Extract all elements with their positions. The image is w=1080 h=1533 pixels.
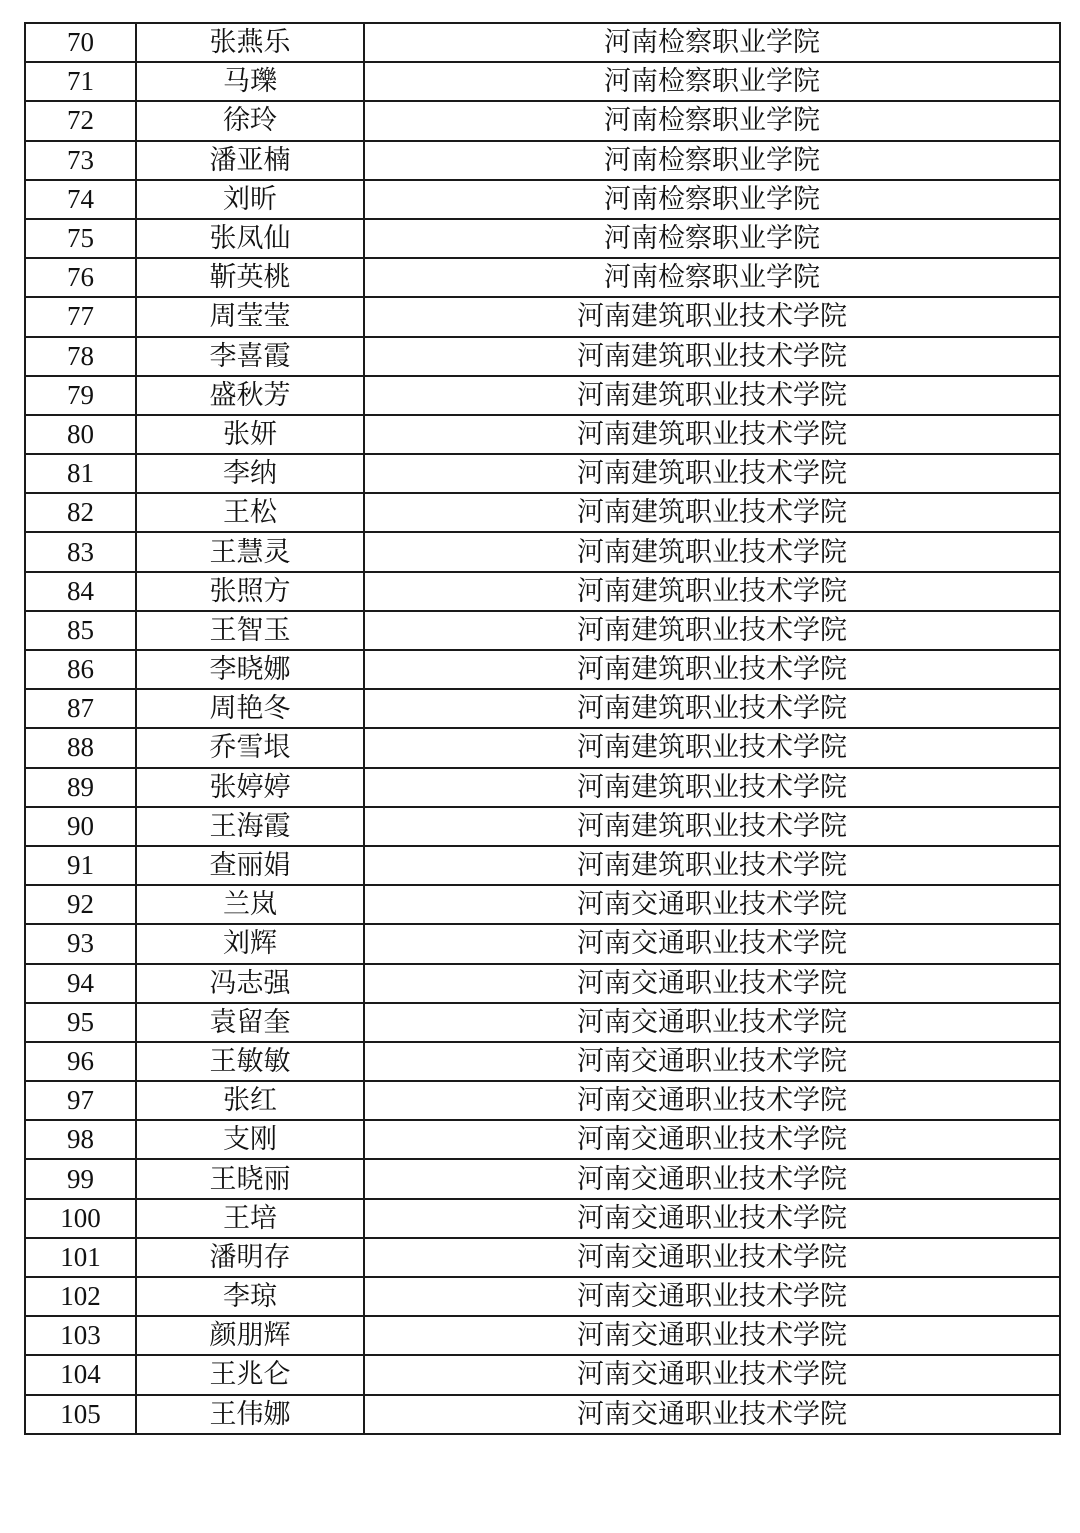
row-number: 101: [25, 1238, 136, 1277]
table-row: [25, 141, 1060, 180]
table-row: [25, 1042, 1060, 1081]
table-row: [25, 1316, 1060, 1355]
row-number: 79: [25, 376, 136, 415]
school-name: 河南交通职业技术学院: [364, 924, 1060, 963]
school-name: 河南交通职业技术学院: [364, 1081, 1060, 1120]
person-name: 王兆仑: [136, 1355, 364, 1394]
table-row: [25, 337, 1060, 376]
person-name: 周莹莹: [136, 297, 364, 336]
person-name: 马瓅: [136, 62, 364, 101]
person-name: 潘亚楠: [136, 141, 364, 180]
table-row: [25, 650, 1060, 689]
table-row: [25, 62, 1060, 101]
school-name: 河南交通职业技术学院: [364, 1395, 1060, 1434]
row-number: 81: [25, 454, 136, 493]
row-number: 93: [25, 924, 136, 963]
table-row: [25, 258, 1060, 297]
person-name: 乔雪垠: [136, 728, 364, 767]
person-name: 李纳: [136, 454, 364, 493]
table-row: [25, 689, 1060, 728]
row-number: 102: [25, 1277, 136, 1316]
table-row: [25, 415, 1060, 454]
person-name: 袁留奎: [136, 1003, 364, 1042]
table-row: [25, 1081, 1060, 1120]
school-name: 河南检察职业学院: [364, 23, 1060, 62]
table-row: [25, 180, 1060, 219]
table-row: [25, 964, 1060, 1003]
person-name: 张婷婷: [136, 768, 364, 807]
school-name: 河南检察职业学院: [364, 101, 1060, 140]
person-name: 李晓娜: [136, 650, 364, 689]
row-number: 90: [25, 807, 136, 846]
table-row: [25, 885, 1060, 924]
row-number: 87: [25, 689, 136, 728]
school-name: 河南交通职业技术学院: [364, 1159, 1060, 1198]
school-name: 河南交通职业技术学院: [364, 885, 1060, 924]
school-name: 河南建筑职业技术学院: [364, 846, 1060, 885]
school-name: 河南建筑职业技术学院: [364, 689, 1060, 728]
row-number: 105: [25, 1395, 136, 1434]
school-name: 河南交通职业技术学院: [364, 1277, 1060, 1316]
school-name: 河南检察职业学院: [364, 141, 1060, 180]
row-number: 88: [25, 728, 136, 767]
school-name: 河南建筑职业技术学院: [364, 532, 1060, 571]
table-row: [25, 532, 1060, 571]
school-name: 河南建筑职业技术学院: [364, 611, 1060, 650]
table-row: [25, 807, 1060, 846]
person-name: 李喜霞: [136, 337, 364, 376]
person-name: 王智玉: [136, 611, 364, 650]
person-name: 张红: [136, 1081, 364, 1120]
person-name: 李琼: [136, 1277, 364, 1316]
row-number: 78: [25, 337, 136, 376]
row-number: 99: [25, 1159, 136, 1198]
row-number: 82: [25, 493, 136, 532]
school-name: 河南建筑职业技术学院: [364, 768, 1060, 807]
school-name: 河南交通职业技术学院: [364, 1042, 1060, 1081]
table-row: [25, 924, 1060, 963]
row-number: 91: [25, 846, 136, 885]
school-name: 河南建筑职业技术学院: [364, 650, 1060, 689]
person-name: 王敏敏: [136, 1042, 364, 1081]
table-row: [25, 1355, 1060, 1394]
row-number: 96: [25, 1042, 136, 1081]
row-number: 97: [25, 1081, 136, 1120]
row-number: 98: [25, 1120, 136, 1159]
school-name: 河南检察职业学院: [364, 258, 1060, 297]
table-row: [25, 1159, 1060, 1198]
person-name: 兰岚: [136, 885, 364, 924]
table-row: [25, 493, 1060, 532]
person-name: 王海霞: [136, 807, 364, 846]
table-row: [25, 297, 1060, 336]
school-name: 河南检察职业学院: [364, 180, 1060, 219]
person-name: 张照方: [136, 572, 364, 611]
table-row: [25, 454, 1060, 493]
school-name: 河南交通职业技术学院: [364, 964, 1060, 1003]
school-name: 河南建筑职业技术学院: [364, 728, 1060, 767]
table-row: [25, 23, 1060, 62]
person-name: 王晓丽: [136, 1159, 364, 1198]
person-name: 潘明存: [136, 1238, 364, 1277]
school-name: 河南交通职业技术学院: [364, 1238, 1060, 1277]
school-name: 河南建筑职业技术学院: [364, 454, 1060, 493]
school-name: 河南建筑职业技术学院: [364, 807, 1060, 846]
table-row: [25, 572, 1060, 611]
person-name: 周艳冬: [136, 689, 364, 728]
school-name: 河南建筑职业技术学院: [364, 376, 1060, 415]
row-number: 77: [25, 297, 136, 336]
table-row: [25, 1199, 1060, 1238]
table-row: [25, 101, 1060, 140]
person-name: 王伟娜: [136, 1395, 364, 1434]
row-number: 94: [25, 964, 136, 1003]
row-number: 103: [25, 1316, 136, 1355]
row-number: 100: [25, 1199, 136, 1238]
school-name: 河南交通职业技术学院: [364, 1003, 1060, 1042]
row-number: 86: [25, 650, 136, 689]
row-number: 95: [25, 1003, 136, 1042]
person-name: 盛秋芳: [136, 376, 364, 415]
person-name: 徐玲: [136, 101, 364, 140]
person-name: 冯志强: [136, 964, 364, 1003]
row-number: 84: [25, 572, 136, 611]
table-row: [25, 611, 1060, 650]
person-name: 支刚: [136, 1120, 364, 1159]
table-row: [25, 1277, 1060, 1316]
row-number: 71: [25, 62, 136, 101]
school-name: 河南建筑职业技术学院: [364, 572, 1060, 611]
school-name: 河南建筑职业技术学院: [364, 415, 1060, 454]
roster-table: [24, 22, 1061, 1435]
row-number: 72: [25, 101, 136, 140]
school-name: 河南建筑职业技术学院: [364, 297, 1060, 336]
school-name: 河南检察职业学院: [364, 62, 1060, 101]
person-name: 王松: [136, 493, 364, 532]
row-number: 85: [25, 611, 136, 650]
table-row: [25, 846, 1060, 885]
table-row: [25, 768, 1060, 807]
school-name: 河南建筑职业技术学院: [364, 493, 1060, 532]
school-name: 河南交通职业技术学院: [364, 1355, 1060, 1394]
person-name: 王慧灵: [136, 532, 364, 571]
school-name: 河南交通职业技术学院: [364, 1120, 1060, 1159]
person-name: 刘昕: [136, 180, 364, 219]
table-row: [25, 1395, 1060, 1434]
table-row: [25, 376, 1060, 415]
row-number: 104: [25, 1355, 136, 1394]
table-row: [25, 1003, 1060, 1042]
table-row: [25, 219, 1060, 258]
person-name: 靳英桃: [136, 258, 364, 297]
row-number: 92: [25, 885, 136, 924]
row-number: 83: [25, 532, 136, 571]
person-name: 张燕乐: [136, 23, 364, 62]
person-name: 刘辉: [136, 924, 364, 963]
person-name: 张妍: [136, 415, 364, 454]
row-number: 80: [25, 415, 136, 454]
school-name: 河南交通职业技术学院: [364, 1316, 1060, 1355]
table-row: [25, 1120, 1060, 1159]
person-name: 颜朋辉: [136, 1316, 364, 1355]
school-name: 河南交通职业技术学院: [364, 1199, 1060, 1238]
person-name: 张凤仙: [136, 219, 364, 258]
table-row: [25, 728, 1060, 767]
roster-page: [24, 22, 1059, 1435]
person-name: 王培: [136, 1199, 364, 1238]
row-number: 70: [25, 23, 136, 62]
row-number: 76: [25, 258, 136, 297]
table-row: [25, 1238, 1060, 1277]
roster-table-body: [25, 23, 1060, 1434]
person-name: 查丽娟: [136, 846, 364, 885]
row-number: 73: [25, 141, 136, 180]
school-name: 河南检察职业学院: [364, 219, 1060, 258]
school-name: 河南建筑职业技术学院: [364, 337, 1060, 376]
row-number: 89: [25, 768, 136, 807]
row-number: 75: [25, 219, 136, 258]
row-number: 74: [25, 180, 136, 219]
